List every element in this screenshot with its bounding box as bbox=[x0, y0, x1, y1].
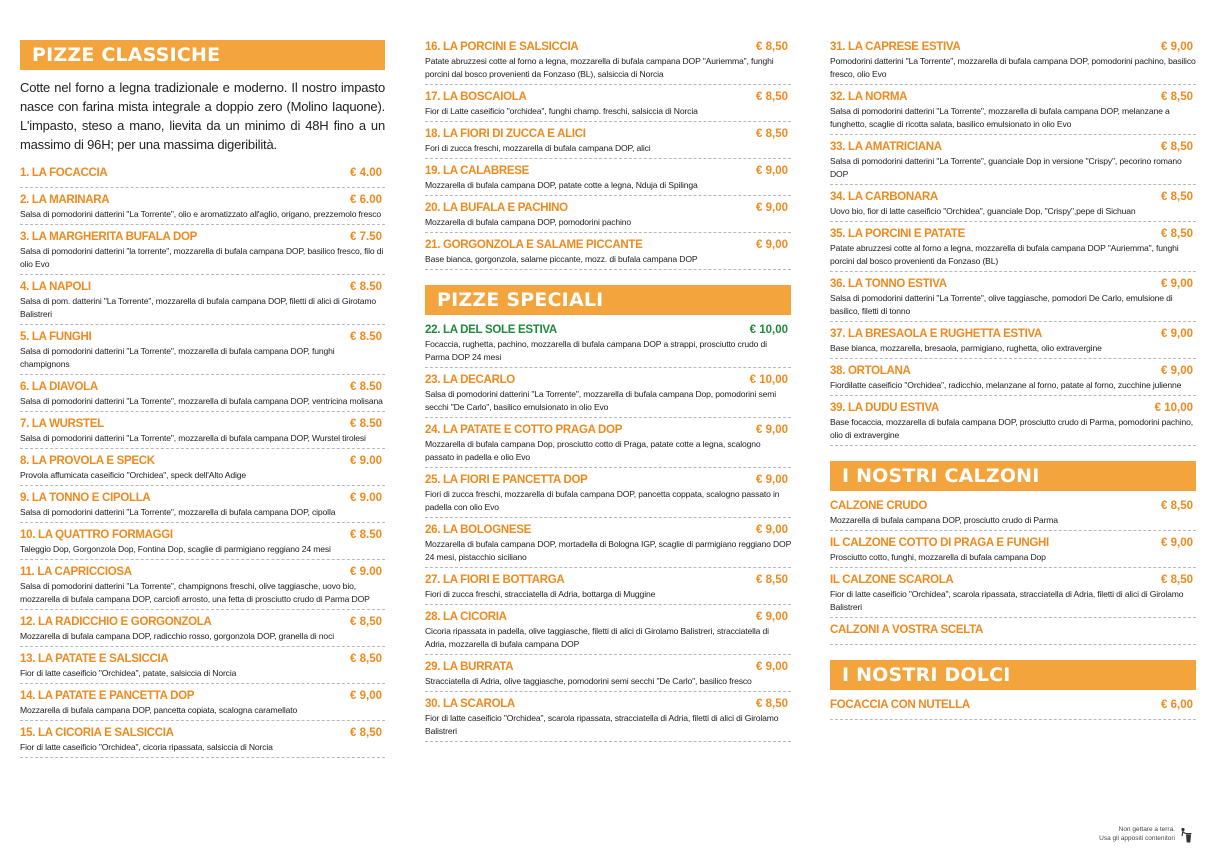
menu-item-description: Fiori di zucca freschi, mozzarella di bufala campana DOP, pancetta coppata, scalogno passato in padella con olio Evo bbox=[425, 489, 780, 512]
section-title-pizze-classiche: PIZZE CLASSICHE bbox=[20, 40, 385, 70]
menu-item-price: € 8.50 bbox=[350, 381, 382, 393]
menu-item-name: CALZONI A VOSTRA SCELTA bbox=[830, 624, 984, 636]
menu-item-price: € 9,00 bbox=[756, 474, 788, 486]
menu-item-header bbox=[830, 401, 1196, 416]
menu-item-name: 29. LA BURRATA bbox=[425, 661, 514, 673]
menu-item-name: 24. LA PATATE E COTTO PRAGA DOP bbox=[425, 424, 623, 436]
menu-item-header bbox=[425, 127, 791, 142]
menu-item-description: Stracciatella di Adria, olive taggiasche, pomodorini semi secchi "De Carlo", basilico fresco bbox=[425, 676, 752, 686]
menu-item-description: Mozzarella di bufala campana DOP, mortadella di Bologna IGP, scaglie di parmigiano reggiano DOP 24 mesi, pistacchio siciliano bbox=[425, 539, 792, 562]
menu-item-name: 3. LA MARGHERITA BUFALA DOP bbox=[20, 231, 197, 243]
menu-item-header bbox=[830, 40, 1196, 55]
menu-item-header bbox=[20, 417, 385, 432]
dolci-list bbox=[830, 698, 1196, 720]
menu-item-header bbox=[20, 280, 385, 295]
menu-item bbox=[20, 726, 385, 758]
menu-item-header bbox=[830, 499, 1196, 514]
menu-item-header bbox=[830, 277, 1196, 292]
menu-item-price: € 8,50 bbox=[350, 653, 382, 665]
menu-item-name: 27. LA FIORI E BOTTARGA bbox=[425, 574, 565, 586]
menu-item-price: € 9,00 bbox=[1161, 537, 1193, 549]
menu-item-name: 30. LA SCAROLA bbox=[425, 698, 515, 710]
menu-item-name: IL CALZONE COTTO DI PRAGA E FUNGHI bbox=[830, 537, 1049, 549]
menu-item bbox=[830, 40, 1196, 85]
menu-item-description: Fior di Latte caseificio "orchidea", funghi champ. freschi, salsiccia di Norcia bbox=[425, 106, 698, 116]
menu-column-2 bbox=[425, 40, 791, 747]
litter-notice bbox=[1099, 825, 1193, 843]
menu-item-name: CALZONE CRUDO bbox=[830, 500, 928, 512]
menu-item-description: Salsa di pomodorini datterini "La Torrente", mozzarella di bufala campana DOP, Wurstel tirolesi bbox=[20, 433, 366, 443]
menu-item bbox=[425, 201, 791, 233]
menu-item-header bbox=[20, 528, 385, 543]
menu-item-description: Salsa di pomodorini datterini "La Torrente", olio e aromatizzato all'aglio, origano, prezzemolo fresco bbox=[20, 209, 382, 219]
menu-item-header bbox=[425, 697, 791, 712]
menu-item-description: Base bianca, mozzarella, bresaola, parmigiano, rughetta, olio extravergine bbox=[830, 343, 1102, 353]
menu-item-description: Focaccia, rughetta, pachino, mozzarella di bufala campana DOP a strappi, prosciutto crudo di Parma DOP 24 mesi bbox=[425, 339, 767, 362]
menu-item-name: 39. LA DUDU ESTIVA bbox=[830, 402, 939, 414]
menu-item-header bbox=[830, 364, 1196, 379]
menu-item-name: 36. LA TONNO ESTIVA bbox=[830, 278, 947, 290]
menu-item-price: € 8,50 bbox=[350, 727, 382, 739]
menu-item bbox=[425, 40, 791, 85]
menu-item-header bbox=[20, 491, 385, 506]
intro-text: Cotte nel forno a legna tradizionale e moderno. Il nostro impasto nasce con farina mista integrale a doppio zero (Molino Iaquone). L'impasto, steso a mano, lievita da un minimo di 48H fino a un massimo di 96H; per una massima digeribilità. bbox=[20, 80, 385, 152]
menu-item-description: Mozzarella di bufala campana DOP, pomodorini pachino bbox=[425, 217, 632, 227]
calzoni-list bbox=[830, 499, 1196, 645]
menu-item-header bbox=[425, 164, 791, 179]
menu-item bbox=[425, 523, 791, 568]
speciali-list bbox=[425, 323, 791, 742]
menu-item bbox=[20, 454, 385, 486]
menu-item-description: Mozzarella di bufala campana DOP, prosciutto crudo di Parma bbox=[830, 515, 1058, 525]
menu-item-name: 21. GORGONZOLA E SALAME PICCANTE bbox=[425, 239, 643, 251]
menu-item-header bbox=[830, 90, 1196, 105]
menu-item bbox=[830, 698, 1196, 720]
menu-item-price: € 9,00 bbox=[1161, 278, 1193, 290]
menu-item bbox=[425, 238, 791, 270]
menu-item-price: € 4.00 bbox=[350, 167, 382, 179]
menu-item-name: 5. LA FUNGHI bbox=[20, 331, 92, 343]
menu-item-price: € 10,00 bbox=[749, 374, 788, 386]
menu-item-header bbox=[830, 623, 1196, 638]
menu-item bbox=[425, 127, 791, 159]
menu-item-description: Salsa di pomodorini datterini "La Torrente", champignons freschi, olive taggiasche, uovo bio, mozzarella di bufala campana DOP, carciofi arrosto, una fetta di prosciutto crudo di Parma DOP bbox=[20, 581, 370, 604]
section-title-dolci: I NOSTRI DOLCI bbox=[830, 660, 1196, 690]
menu-item-price: € 8,50 bbox=[1161, 228, 1193, 240]
menu-item bbox=[20, 565, 385, 610]
menu-item-header bbox=[20, 380, 385, 395]
menu-item-price: € 9,00 bbox=[1161, 41, 1193, 53]
menu-item-header bbox=[20, 166, 385, 181]
menu-item-price: € 6,00 bbox=[1161, 699, 1193, 711]
menu-item-price: € 7.50 bbox=[350, 231, 382, 243]
menu-item bbox=[20, 528, 385, 560]
menu-item-header bbox=[830, 536, 1196, 551]
menu-item-price: € 9,00 bbox=[756, 239, 788, 251]
menu-item-description: Salsa di pomodorini datterini "la torrente", mozzarella di bufala campana DOP, basilico fresco, filo di olio Evo bbox=[20, 246, 384, 269]
menu-item-name: 22. LA DEL SOLE ESTIVA bbox=[425, 324, 557, 336]
menu-item-price: € 8.50 bbox=[350, 418, 382, 430]
menu-item-header bbox=[425, 573, 791, 588]
menu-item-description: Cicoria ripassata in padella, olive taggiasche, filetti di alici di Girolamo Balistreri, stracciatella di Adria, mozzarella di bufala campana DOP bbox=[425, 626, 769, 649]
menu-item-name: 18. LA FIORI DI ZUCCA E ALICI bbox=[425, 128, 586, 140]
menu-item-price: € 8,50 bbox=[756, 574, 788, 586]
menu-item-description: Fior di latte caseificio "Orchidea", scarola ripassata, stracciatella di Adria, filetti di alici di Girolamo Balistreri bbox=[830, 589, 1184, 612]
menu-item bbox=[425, 373, 791, 418]
menu-item-price: € 8,50 bbox=[756, 128, 788, 140]
menu-item-description: Mozzarella di bufala campana DOP, radicchio rosso, gorgonzola DOP, granella di noci bbox=[20, 631, 334, 641]
menu-item-name: 9. LA TONNO E CIPOLLA bbox=[20, 492, 151, 504]
menu-item-description: Base bianca, gorgonzola, salame piccante, mozz. di bufala campana DOP bbox=[425, 254, 698, 264]
menu-item bbox=[830, 277, 1196, 322]
menu-column-3 bbox=[830, 40, 1196, 725]
menu-item bbox=[425, 697, 791, 742]
menu-item bbox=[20, 652, 385, 684]
menu-item-description: Salsa di pomodorini datterini "La Torrente", guanciale Dop in versione "Crispy", pecorino romano DOP bbox=[830, 156, 1182, 179]
speciali-list-continued bbox=[830, 40, 1196, 446]
menu-item-header bbox=[20, 652, 385, 667]
menu-item-description: Salsa di pomodorini datterini "La Torrente", mozzarella di bufala campana Dop, pomodorini semi secchi "De Carlo", basilico emulsionato in olio Evo bbox=[425, 389, 777, 412]
menu-item-price: € 8,50 bbox=[1161, 141, 1193, 153]
menu-item bbox=[20, 417, 385, 449]
menu-item bbox=[830, 140, 1196, 185]
menu-item-name: 7. LA WURSTEL bbox=[20, 418, 104, 430]
menu-item-price: € 8.50 bbox=[350, 281, 382, 293]
menu-item-header bbox=[425, 473, 791, 488]
menu-item-header bbox=[830, 140, 1196, 155]
menu-item-description: Salsa di pomodorini datterini "La Torrente", mozzarella di bufala campana DOP, ventricina molisana bbox=[20, 396, 383, 406]
menu-item-header bbox=[425, 423, 791, 438]
menu-item-price: € 8.50 bbox=[350, 529, 382, 541]
menu-item-name: 16. LA PORCINI E SALSICCIA bbox=[425, 41, 579, 53]
menu-item-name: 25. LA FIORI E PANCETTA DOP bbox=[425, 474, 588, 486]
menu-item-description: Prosciutto cotto, funghi, mozzarella di bufala campana Dop bbox=[830, 552, 1046, 562]
menu-item-name: 1. LA FOCACCIA bbox=[20, 167, 108, 179]
menu-item-price: € 6.00 bbox=[350, 194, 382, 206]
menu-item-header bbox=[830, 190, 1196, 205]
menu-item-name: 14. LA PATATE E PANCETTA DOP bbox=[20, 690, 195, 702]
menu-item bbox=[425, 573, 791, 605]
menu-item-price: € 8,50 bbox=[756, 41, 788, 53]
menu-item bbox=[425, 423, 791, 468]
menu-item-price: € 9,00 bbox=[1161, 365, 1193, 377]
menu-item bbox=[830, 623, 1196, 645]
menu-item-description: Base focaccia, mozzarella di bufala campana DOP, prosciutto crudo di Parma, pomodorini pachino, olio di extravergine bbox=[830, 417, 1193, 440]
menu-item-name: 10. LA QUATTRO FORMAGGI bbox=[20, 529, 173, 541]
menu-item bbox=[425, 164, 791, 196]
menu-item-name: 12. LA RADICCHIO E GORGONZOLA bbox=[20, 616, 212, 628]
menu-item-description: Salsa di pomodorini datterini "La Torrente", mozzarella di bufala campana DOP, melanzane a funghetto, scaglie di ricotta salata, basilico emulsionato in olio Evo bbox=[830, 106, 1170, 129]
menu-item-name: 37. LA BRESAOLA E RUGHETTA ESTIVA bbox=[830, 328, 1043, 340]
menu-item-description: Patate abruzzesi cotte al forno a legna, mozzarella di bufala campana DOP "Auriemma", funghi porcini dal bosco provenienti da Fonzaso (BL), salsiccia di Norcia bbox=[425, 56, 774, 79]
menu-item-header bbox=[20, 193, 385, 208]
menu-item-header bbox=[20, 230, 385, 245]
menu-item-name: 6. LA DIAVOLA bbox=[20, 381, 98, 393]
menu-item-name: FOCACCIA CON NUTELLA bbox=[830, 699, 970, 711]
menu-item-price: € 9.00 bbox=[350, 492, 382, 504]
menu-item-price: € 10,00 bbox=[749, 324, 788, 336]
menu-item-name: 28. LA CICORIA bbox=[425, 611, 507, 623]
menu-item-price: € 9,00 bbox=[756, 424, 788, 436]
menu-item-price: € 8,50 bbox=[350, 616, 382, 628]
menu-item-price: € 8,50 bbox=[1161, 191, 1193, 203]
classiche-list-continued bbox=[425, 40, 791, 270]
menu-item bbox=[830, 536, 1196, 568]
menu-item-price: € 9,00 bbox=[756, 202, 788, 214]
menu-item-description: Salsa di pom. datterini "La Torrente", mozzarella di bufala campana DOP, filetti di alici di Girotamo Balistreri bbox=[20, 296, 377, 319]
menu-item-header bbox=[20, 565, 385, 580]
menu-item-header bbox=[425, 90, 791, 105]
menu-item-header bbox=[20, 454, 385, 469]
menu-item-description: Salsa di pomodorini datterini "La Torrente", olive taggiasche, pomodori De Carlo, emulsione di basilico, filetti di tonno bbox=[830, 293, 1173, 316]
menu-item-price: € 9,00 bbox=[756, 611, 788, 623]
menu-item bbox=[20, 491, 385, 523]
menu-item-description: Fior di latte caseificio "Orchidea", cicoria ripassata, salsiccia di Norcia bbox=[20, 742, 273, 752]
menu-item bbox=[20, 166, 385, 188]
section-title-calzoni: I NOSTRI CALZONI bbox=[830, 461, 1196, 491]
menu-item bbox=[20, 330, 385, 375]
menu-item-header bbox=[20, 726, 385, 741]
menu-item-name: 19. LA CALABRESE bbox=[425, 165, 530, 177]
menu-item-price: € 9,00 bbox=[756, 661, 788, 673]
menu-item-name: 33. LA AMATRICIANA bbox=[830, 141, 942, 153]
menu-item-price: € 9.00 bbox=[350, 566, 382, 578]
menu-item-name: 4. LA NAPOLI bbox=[20, 281, 91, 293]
menu-item-name: 34. LA CARBONARA bbox=[830, 191, 938, 203]
menu-item-price: € 8,50 bbox=[1161, 91, 1193, 103]
menu-item-description: Salsa di pomodorini datterini "La Torrente", mozzarella di bufala campana DOP, cipolla bbox=[20, 507, 336, 517]
menu-item bbox=[830, 499, 1196, 531]
menu-item-name: 13. LA PATATE E SALSICCIA bbox=[20, 653, 169, 665]
classiche-list bbox=[20, 166, 385, 758]
menu-item bbox=[20, 689, 385, 721]
menu-item-name: 32. LA NORMA bbox=[830, 91, 908, 103]
menu-item-header bbox=[425, 323, 791, 338]
menu-item-header bbox=[425, 523, 791, 538]
menu-item-header bbox=[425, 660, 791, 675]
menu-item-price: € 10,00 bbox=[1154, 402, 1193, 414]
menu-item bbox=[830, 227, 1196, 272]
menu-item bbox=[830, 573, 1196, 618]
menu-item bbox=[830, 90, 1196, 135]
menu-item-header bbox=[425, 610, 791, 625]
menu-item bbox=[830, 190, 1196, 222]
menu-item bbox=[830, 364, 1196, 396]
menu-item-description: Salsa di pomodorini datterini "La Torrente", mozzarella di bufala campana DOP, funghi champignons bbox=[20, 346, 335, 369]
menu-item-header bbox=[830, 327, 1196, 342]
menu-item-name: 17. LA BOSCAIOLA bbox=[425, 91, 527, 103]
menu-item bbox=[425, 323, 791, 368]
menu-item-price: € 8.50 bbox=[350, 331, 382, 343]
menu-item-header bbox=[425, 201, 791, 216]
menu-item-price: € 9,00 bbox=[756, 524, 788, 536]
menu-item bbox=[20, 615, 385, 647]
menu-item-description: Fior di latte caseificio "Orchidea", scarola ripassata, stracciatella di Adria, filetti di alici di Girolamo Balistreri bbox=[425, 713, 779, 736]
menu-item-description: Fiordilatte caseificio "Orchidea", radicchio, melanzane al forno, patate al forno, zucchine julienne bbox=[830, 380, 1182, 390]
menu-item-description: Fori di zucca freschi, mozzarella di bufala campana DOP, alici bbox=[425, 143, 651, 153]
menu-item-price: € 8,50 bbox=[756, 91, 788, 103]
menu-item-name: 2. LA MARINARA bbox=[20, 194, 110, 206]
menu-item bbox=[425, 90, 791, 122]
menu-item-description: Mozzarella di bufala campana DOP, patate cotte a legna, Nduja di Spilinga bbox=[425, 180, 698, 190]
menu-item bbox=[20, 230, 385, 275]
menu-item-description: Provola affumicata caseificio "Orchidea", speck dell'Alto Adige bbox=[20, 470, 246, 480]
menu-item bbox=[20, 380, 385, 412]
menu-item-description: Uovo bio, fior di latte caseificio "Orchidea", guanciale Dop, "Crispy",pepe di Sichuan bbox=[830, 206, 1136, 216]
menu-column-1 bbox=[20, 40, 385, 763]
menu-item-name: IL CALZONE SCAROLA bbox=[830, 574, 954, 586]
litter-notice-line2: Usa gli appositi contenitori bbox=[1099, 835, 1175, 842]
menu-item-price: € 9.00 bbox=[350, 455, 382, 467]
menu-item-description: Mozzarella di bufala campana DOP, pancetta copiata, scalogna caramellato bbox=[20, 705, 298, 715]
menu-item-name: 35. LA PORCINI E PATATE bbox=[830, 228, 965, 240]
menu-item-description: Patate abruzzesi cotte al forno a legna, mozzarella di bufala campana DOP "Auriemma", funghi porcini dal bosco provenienti da Fonzaso (BL) bbox=[830, 243, 1179, 266]
menu-item-name: 8. LA PROVOLA E SPECK bbox=[20, 455, 155, 467]
menu-item bbox=[425, 660, 791, 692]
menu-item-price: € 9,00 bbox=[756, 165, 788, 177]
menu-item-price: € 9,00 bbox=[350, 690, 382, 702]
menu-item bbox=[20, 280, 385, 325]
menu-item bbox=[425, 610, 791, 655]
menu-item-header bbox=[830, 573, 1196, 588]
menu-item-description: Mozzarella di bufala campana Dop, prosciutto cotto di Praga, patate cotte a legna, scalogno passato in padella e olio Evo bbox=[425, 439, 761, 462]
menu-item-name: 23. LA DECARLO bbox=[425, 374, 515, 386]
menu-item-name: 15. LA CICORIA E SALSICCIA bbox=[20, 727, 174, 739]
menu-item-name: 20. LA BUFALA E PACHINO bbox=[425, 202, 568, 214]
menu-item-description: Pomodorini datterini "La Torrente", mozzarella di bufala campana DOP, pomodorini pachino, basilico fresco, olio Evo bbox=[830, 56, 1196, 79]
menu-item-name: 26. LA BOLOGNESE bbox=[425, 524, 531, 536]
menu-item-header bbox=[425, 40, 791, 55]
menu-item bbox=[425, 473, 791, 518]
menu-item-header bbox=[20, 689, 385, 704]
trash-bin-icon bbox=[1179, 827, 1193, 843]
menu-item-header bbox=[20, 615, 385, 630]
menu-item-name: 38. ORTOLANA bbox=[830, 365, 911, 377]
menu-item bbox=[830, 327, 1196, 359]
litter-notice-line1: Non gettare a terra. bbox=[1118, 826, 1175, 833]
menu-item-name: 31. LA CAPRESE ESTIVA bbox=[830, 41, 961, 53]
menu-item-name: 11. LA CAPRICCIOSA bbox=[20, 566, 132, 578]
menu-item-price: € 8,50 bbox=[1161, 574, 1193, 586]
menu-item-price: € 8,50 bbox=[756, 698, 788, 710]
menu-item-description: Taleggio Dop, Gorgonzola Dop, Fontina Dop, scaglie di parmigiano reggiano 24 mesi bbox=[20, 544, 331, 554]
menu-item-description: Fiori di zucca freschi, stracciatella di Adria, bottarga di Muggine bbox=[425, 589, 656, 599]
menu-item-price: € 8,50 bbox=[1161, 500, 1193, 512]
menu-item-header bbox=[830, 698, 1196, 713]
menu-item-header bbox=[425, 238, 791, 253]
menu-item-price: € 9,00 bbox=[1161, 328, 1193, 340]
menu-item-header bbox=[425, 373, 791, 388]
menu-item-header bbox=[20, 330, 385, 345]
menu-item bbox=[830, 401, 1196, 446]
menu-item-header bbox=[830, 227, 1196, 242]
menu-item bbox=[20, 193, 385, 225]
menu-item-description: Fior di latte caseificio "Orchidea", patate, salsiccia di Norcia bbox=[20, 668, 237, 678]
section-title-pizze-speciali: PIZZE SPECIALI bbox=[425, 285, 791, 315]
